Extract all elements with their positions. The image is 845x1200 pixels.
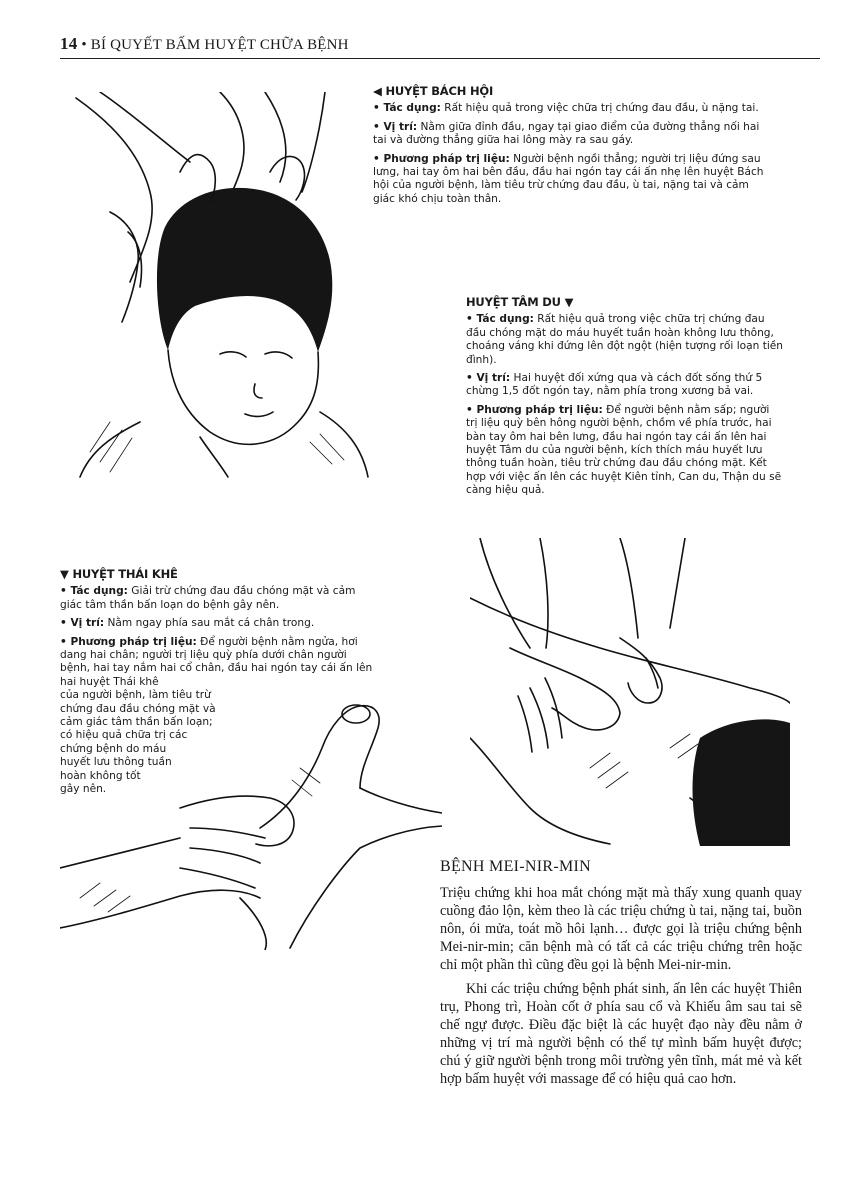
mei-nir-min-paragraph-2: Khi các triệu chứng bệnh phát sinh, ấn lên các huyệt Thiên trụ, Phong trì, Hoàn cốt ở phía sau cổ và Khiếu âm sau tai sẽ chế ngự được. Điều đặc biệt là các huyệt đạo này đều nằm ở những vị trí mà người bệnh có thể tự mình bấm huyệt được; chú ý giữ người bệnh trong môi trường yên tĩnh, mát mẻ và kết hợp bấm huyệt với massage để có hiệu quả cao hơn. [440,981,802,1087]
wrap-line: chứng đau đầu chóng mặt và [60,702,216,715]
wrap-line: huyết lưu thông tuần [60,756,172,769]
tam-du-title: HUYỆT TÂM DU ▼ [466,295,574,309]
tam-du-method: • Phương pháp trị liệu: Để người bệnh nằm sấp; người trị liệu quỳ bên hông người bệnh, chồm về phía trước, hai bàn tay ôm hai bên lưng, đầu hai ngón tay cái ấn lên hai huyệt Tâm du của người bệnh, kích thích máu huyết lưu thông tuần hoàn, tiêu trừ chứng đau đầu chóng mặt. Kết hợp với việc ấn lên các huyệt Kiên tỉnh, Can du, Thận du sẽ càng hiệu quả. [466,403,782,497]
tam-du-location: • Vị trí: Hai huyệt đối xứng qua và cách đốt sống thứ 5 chừng 1,5 đốt ngón tay, nằm phía trong xương bả vai. [466,372,763,398]
running-header [60,34,820,59]
bach-hoi-section [373,85,773,211]
head-massage-illustration [70,92,370,482]
mei-nir-min-heading: BỆNH MEI-NIR-MIN [440,858,592,875]
tam-du-effect: • Tác dụng: Rất hiệu quả trong việc chữa trị chứng đau đầu chóng mặt do máu huyết tuần hoàn không lưu thông, choáng váng khi đứng lên đột ngột (hiện tượng rối loạn tiền đình). [466,313,784,366]
thai-khe-effect: • Tác dụng: Giải trừ chứng đau đầu chóng mặt và cảm giác tâm thần bấn loạn do bệnh gây nên. [60,585,356,611]
back-massage-illustration [470,538,790,846]
thai-khe-location: • Vị trí: Nằm ngay phía sau mắt cá chân trong. [60,617,315,630]
wrap-line: gây nên. [60,783,107,796]
page-number: 14 [60,34,78,53]
wrap-line: có hiệu quả chữa trị các [60,729,188,742]
wrap-line: cảm giác tâm thần bấn loạn; [60,716,213,729]
wrap-line: hoàn không tốt [60,769,141,782]
bach-hoi-effect: • Tác dụng: Rất hiệu quả trong việc chữa trị chứng đau đầu, ù nặng tai. [373,102,759,115]
bach-hoi-location: • Vị trí: Nằm giữa đỉnh đầu, ngay tại giao điểm của đường thẳng nối hai tai và đường thẳng giữa hai lông mày ra sau gáy. [373,120,760,147]
bach-hoi-method: • Phương pháp trị liệu: Người bệnh ngồi thẳng; người trị liệu đứng sau lưng, hai tay ôm hai bên đầu, đầu hai ngón tay cái ấn nhẹ lên huyệt Bách hội của người bệnh, làm tiêu trừ chứng đau đầu, ù tai, nặng tai và cảm giác khó chịu toàn thân. [373,152,764,205]
mei-nir-min-section [440,858,802,1094]
wrap-line: của người bệnh, làm tiêu trừ [60,689,211,702]
thai-khe-method: • Phương pháp trị liệu: Để người bệnh nằm ngửa, hơi dang hai chân; người trị liệu quỳ phía dưới chân người bệnh, hai tay nắm hai cổ chân, đầu hai ngón tay cái ấn lên hai huyệt Thái khê [60,635,373,688]
wrap-line: chứng bệnh do máu [60,742,167,755]
tam-du-section [466,296,784,503]
thai-khe-title: ▼ HUYỆT THÁI KHÊ [60,567,178,581]
mei-nir-min-paragraph-1: Triệu chứng khi hoa mắt chóng mặt mà thấy xung quanh quay cuồng đảo lộn, kèm theo là các triệu chứng ù tai, nặng tai, buồn nôn, ói mửa, toát mồ hôi lạnh… được gọi là triệu chứng bệnh Mei-nir-min; căn bệnh mà có tất cả các triệu chứng trên hoặc chỉ một phần thì cũng đều gọi là bệnh Mei-nir-min. [440,885,802,973]
book-title: BÍ QUYẾT BẤM HUYỆT CHỮA BỆNH [90,37,349,53]
header-bullet: • [81,37,87,53]
bach-hoi-title: ◀ HUYỆT BÁCH HỘI [373,84,494,98]
ankle-massage-illustration [60,698,442,950]
